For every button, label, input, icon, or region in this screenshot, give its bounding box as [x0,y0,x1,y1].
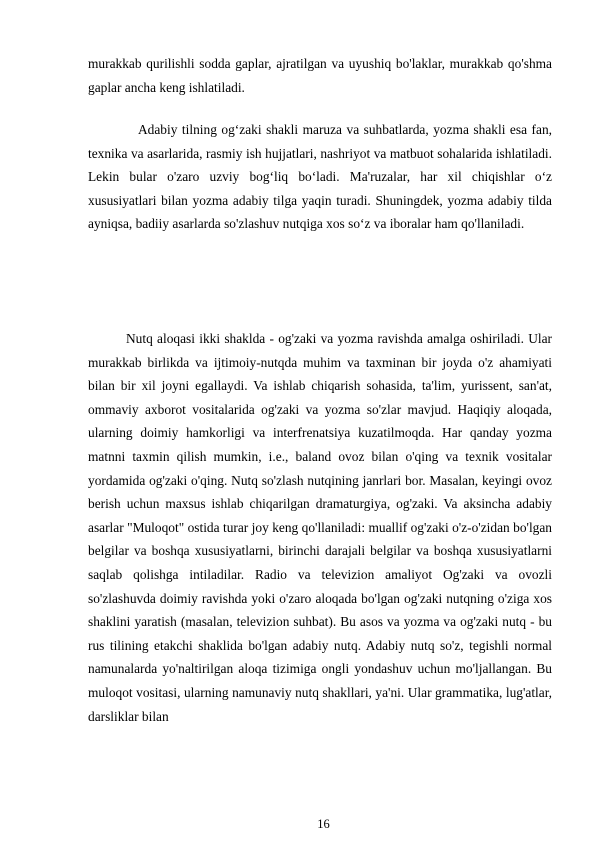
page-number: 16 [317,817,330,831]
paragraph-2: Adabiy tilning og‘zaki shakli maruza va suhbatlarda, yozma shakli esa fan, texnika va asarlarida, rasmiy ish hujjatlari, nashriyot va matbuot sohalarida ishlatiladi. Lekin bular o'zaro uzviy bog‘liq bo‘ladi. Ma'ruzalar, har xil chiqishlar o‘z xususiyatlari bilan yozma adabiy tilga yaqin turadi. Shuningdek, yozma adabiy tilda ayniqsa, badiiy asarlarda so'zlashuv nutqiga xos so‘z va iboralar ham qo'llaniladi. [88,122,552,232]
paragraph-3: Nutq aloqasi ikki shaklda - og'zaki va yozma ravishda amalga oshiriladi. Ular murakkab birlikda va ijtimoiy-nutqda muhim va taxminan bir joyda o'z ahamiyati bilan bir xil joyni egallaydi. Va ishlab chiqarish sohasida, ta'lim, yurissent, san'at, ommaviy axborot vositalarida og'zaki va yozma so'zlar mavjud. Haqiqiy aloqada, ularning doimiy hamkorligi va interfrenatsiya kuzatilmoqda. Har qanday yozma matnni taxmin qilish mumkin, i.e., baland ovoz bilan o'qing va texnik vositalar yordamida og'zaki o'qing. Nutq so'zlash nutqining janrlari bor. Masalan, keyingi ovoz berish uchun maxsus ishlab chiqarilgan dramaturgiya, og'zaki. Va aksincha adabiy asarlar "Muloqot" ostida turar joy keng qo'llaniladi: muallif og'zaki o'z-o'zidan bo'lgan belgilar va boshqa xususiyatlarni, birinchi darajali belgilar va boshqa xususiyatlarni saqlab qolishga intiladilar. Radio va televizion amaliyot Og'zaki va ovozli so'zlashuvda doimiy ravishda yoki o'zaro aloqada bo'lgan og'zaki nutqning o'ziga xos shaklini yaratish (masalan, televizion suhbat). Bu asos va yozma va og'zaki nutq - bu rus tilining etakchi shaklida bo'lgan adabiy nutq. Adabiy nutq so'z, tegishli normal namunalarda yo'naltirilgan aloqa tizimiga ongli yondashuv uchun mo'ljallangan. Bu muloqot vositasi, ularning namunaviy nutq shakllari, ya'ni. Ular grammatika, lug'atlar, darsliklar bilan [88,331,552,724]
paragraph-1: murakkab qurilishli sodda gaplar, ajratilgan va uyushiq bo'laklar, murakkab qo'shma gaplar ancha keng ishlatiladi. [88,56,552,95]
